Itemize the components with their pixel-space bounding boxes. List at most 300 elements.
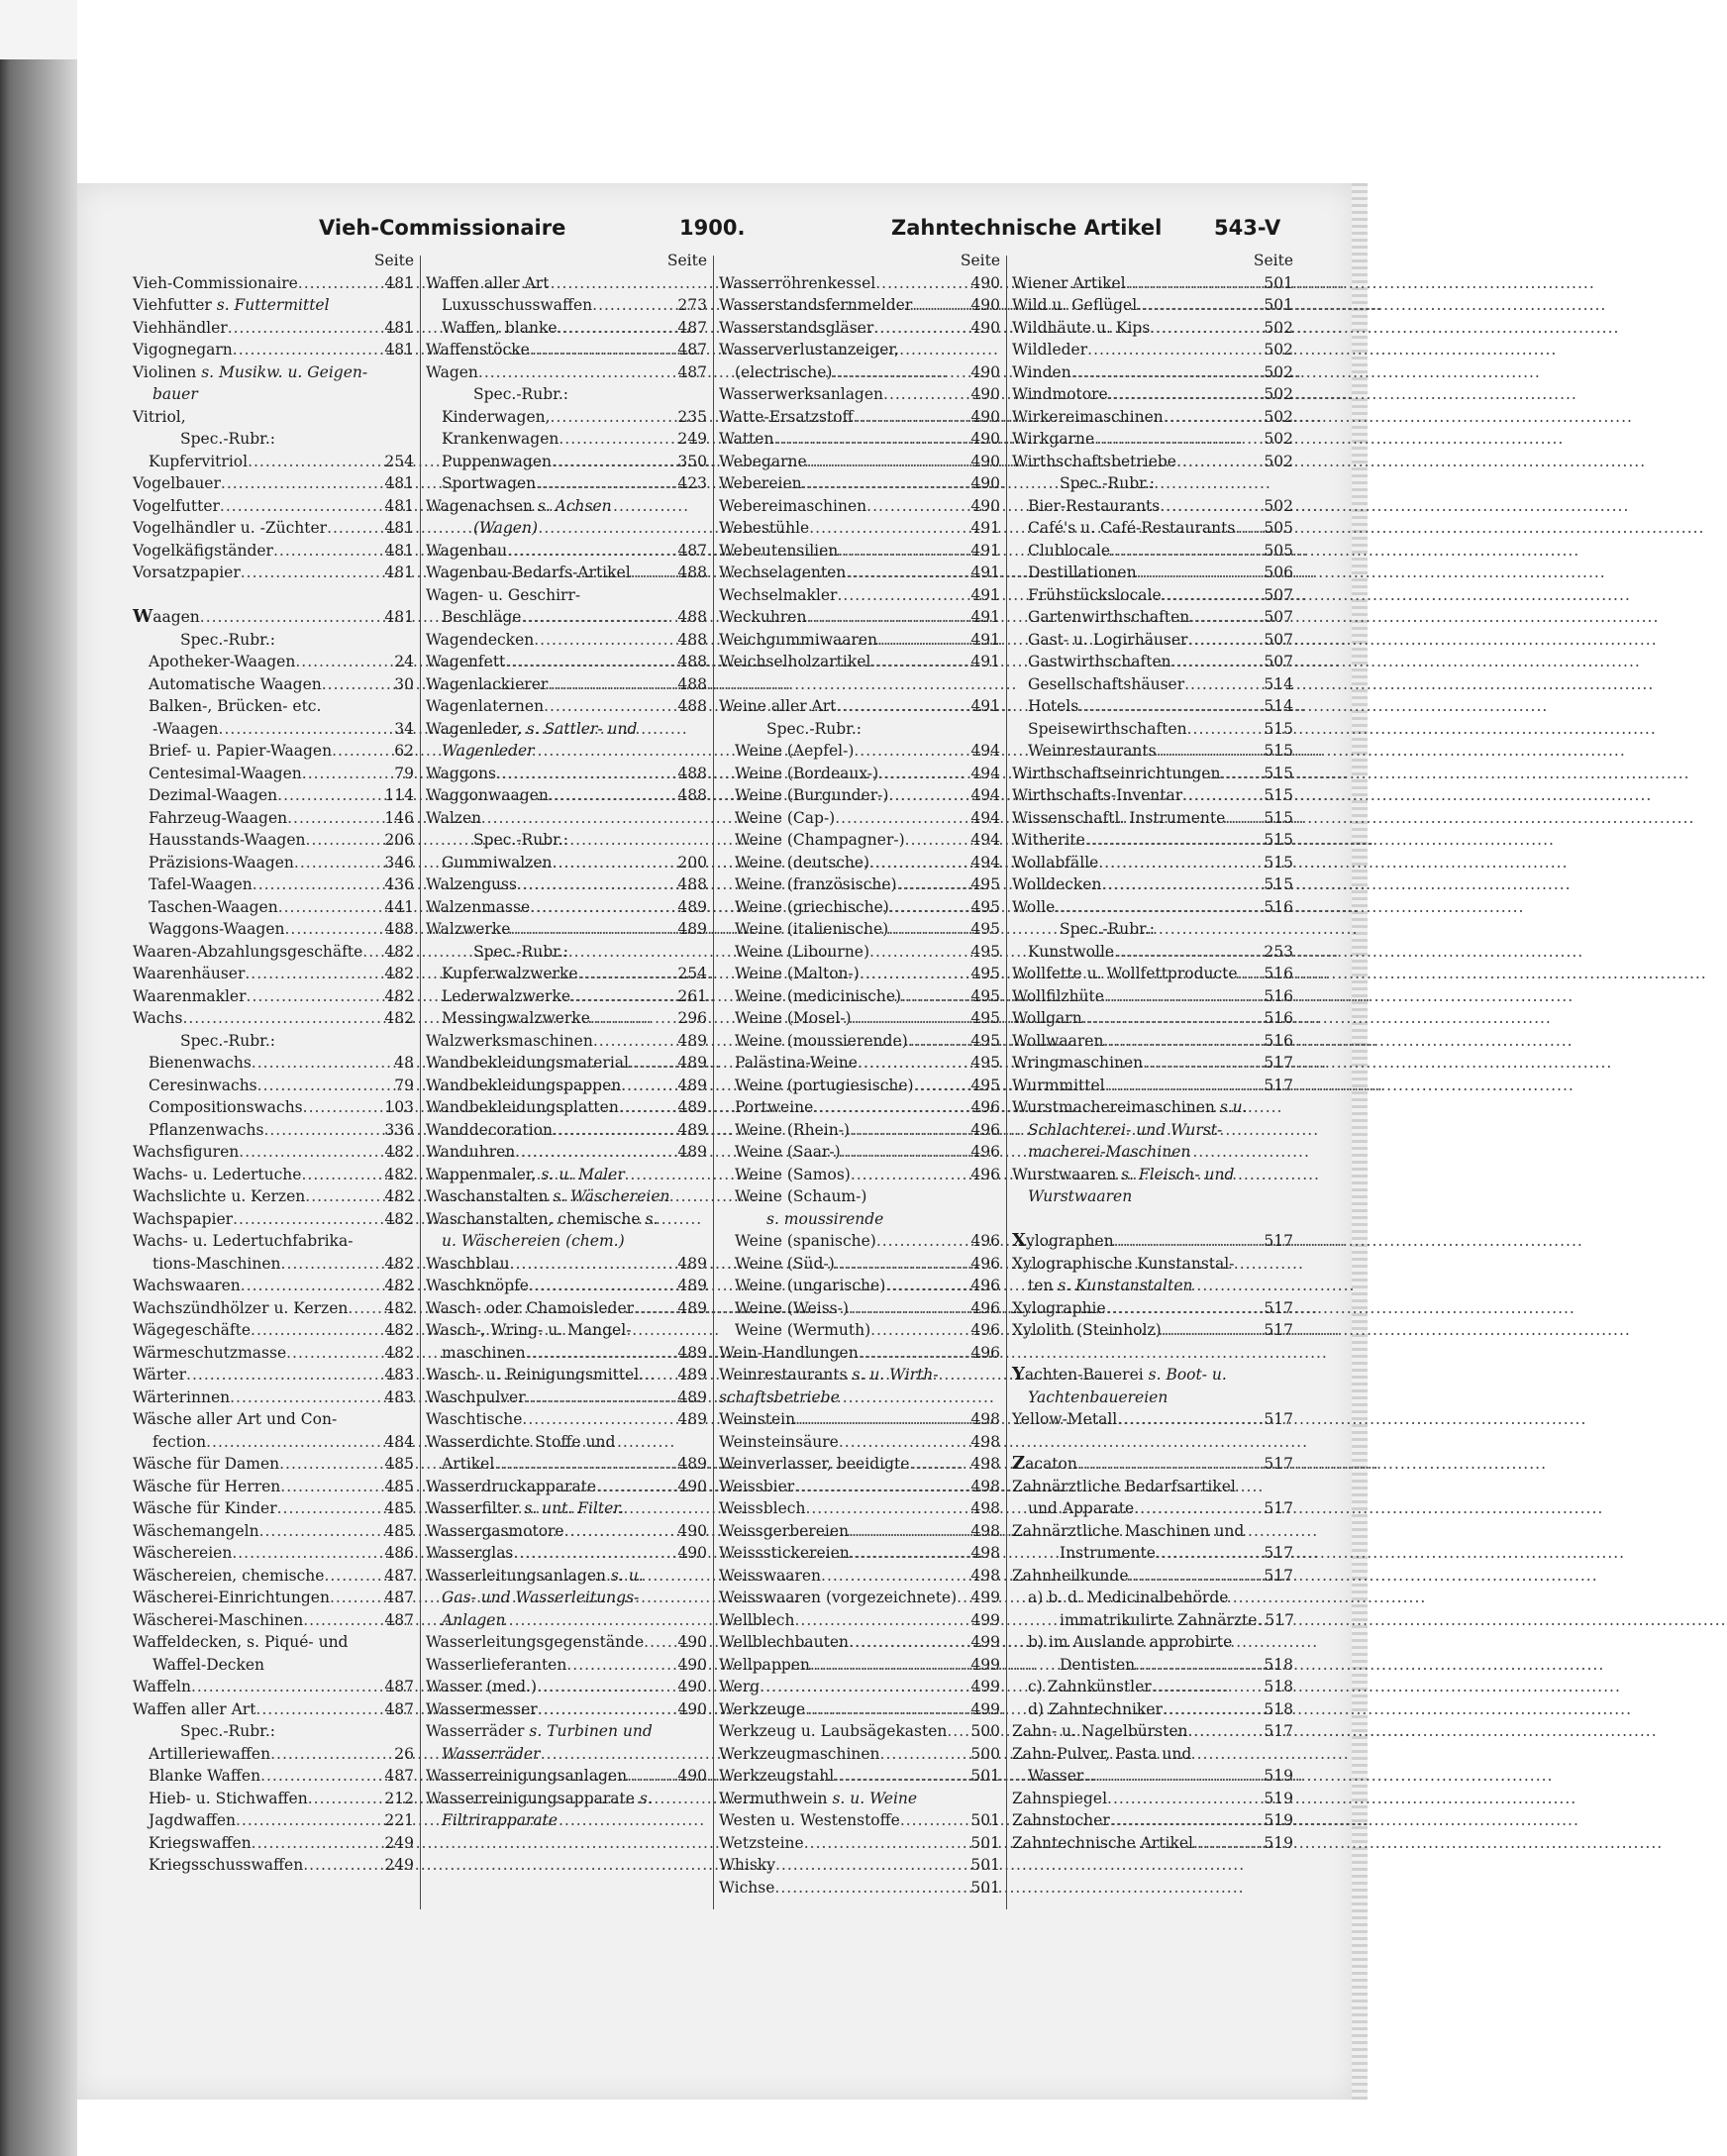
- entry-label: [426, 339, 530, 361]
- index-entry: [133, 896, 414, 919]
- index-entry: [1012, 428, 1293, 451]
- leader-dots: [537, 1676, 675, 1698]
- index-entry: [426, 1565, 707, 1588]
- leader-dots: [247, 985, 383, 1008]
- index-entry: [426, 495, 707, 518]
- leader-dots: [838, 540, 968, 563]
- entry-label: [426, 361, 478, 384]
- entry-label: [719, 629, 877, 652]
- entry-label: [426, 1520, 564, 1543]
- entry-label: [149, 1096, 303, 1119]
- page-number: 485: [384, 1521, 414, 1540]
- entry-text: Wasserfilter: [426, 1499, 525, 1517]
- leader-dots: [277, 1497, 383, 1520]
- page-number: 490: [677, 1699, 707, 1718]
- index-entry: [1012, 1052, 1293, 1075]
- entry-text: c) Zahnkünstler: [1028, 1678, 1152, 1695]
- entry-label: [719, 1497, 805, 1520]
- entry-label: [442, 294, 592, 317]
- page-number: 494: [970, 808, 1000, 827]
- entry-text: Spec.-Rubr.:: [180, 630, 275, 649]
- leader-dots: [1098, 852, 1262, 874]
- index-entry: [719, 963, 1000, 985]
- entry-label: [426, 1497, 624, 1520]
- entry-text: ten: [1028, 1277, 1059, 1294]
- cross-reference: Schlachterei- und Wurst-: [1028, 1120, 1223, 1139]
- entry-text: Yellow-Metall: [1012, 1410, 1118, 1428]
- entry-label: [1012, 1788, 1107, 1810]
- page-number: 490: [970, 318, 1000, 337]
- entry-label: [1028, 1141, 1190, 1164]
- page-number: 490: [970, 430, 1000, 448]
- page-number: 496: [970, 1143, 1000, 1161]
- leader-dots: [270, 1743, 386, 1766]
- leader-dots: [1126, 272, 1263, 295]
- entry-label: [426, 1275, 529, 1297]
- entry-label: [133, 495, 220, 518]
- index-entry: [1012, 1297, 1293, 1320]
- index-entry: [133, 1743, 414, 1766]
- entry-label: [735, 1119, 850, 1142]
- entry-label: [1012, 294, 1137, 317]
- entry-text: Wärter: [133, 1366, 187, 1384]
- entry-text: Wanddecoration: [426, 1120, 553, 1139]
- index-entry: [426, 695, 707, 718]
- entry-text: Wellblech: [719, 1610, 795, 1629]
- page-number: 501: [970, 1811, 1000, 1829]
- entry-label: [426, 1476, 596, 1498]
- index-entry: [133, 740, 414, 763]
- entry-text: Weine (Burgunder-): [735, 786, 889, 804]
- page-number: 200: [677, 853, 707, 872]
- page-number: 515: [1264, 831, 1293, 849]
- page-number: 485: [384, 1477, 414, 1495]
- page-number: 491: [970, 630, 1000, 649]
- entry-text: Gastwirthschaften: [1028, 653, 1171, 670]
- page-number: 489: [677, 1387, 707, 1406]
- leader-dots: [526, 1342, 676, 1365]
- entry-label: [1028, 562, 1137, 584]
- index-entry: [719, 1275, 1000, 1297]
- entry-label: [719, 1698, 805, 1721]
- index-entry: [133, 1809, 414, 1832]
- entry-text: Clublocale: [1028, 541, 1111, 560]
- entry-label: [442, 963, 578, 985]
- page-number: 488: [677, 764, 707, 782]
- index-entry: [719, 294, 1000, 317]
- entry-text: Wagenbau-Bedarfs-Artikel: [426, 564, 631, 581]
- leader-dots: [478, 361, 676, 384]
- cross-reference: schaftsbetriebe: [719, 1387, 840, 1406]
- page-number: 495: [970, 1076, 1000, 1094]
- entry-text: Kunstwolle: [1028, 942, 1115, 961]
- index-entry: [719, 339, 1000, 361]
- leader-dots: [287, 807, 382, 830]
- entry-text: Wachswaaren: [133, 1277, 241, 1294]
- cross-reference: s. Kunstanstalten: [1058, 1277, 1193, 1294]
- page-number: 489: [677, 1277, 707, 1294]
- entry-text: Wärmeschutzmasse: [133, 1343, 287, 1362]
- page-number: 517: [1264, 1544, 1293, 1562]
- index-entry: [426, 383, 707, 406]
- entry-text: und Apparate: [1028, 1499, 1135, 1517]
- header-left-keyword: Vieh-Commissionaire: [319, 216, 566, 240]
- leader-dots: [639, 1364, 675, 1386]
- index-entry: [426, 1542, 707, 1565]
- entry-label: [426, 629, 534, 652]
- entry-label: [735, 829, 905, 852]
- entry-label: [442, 1453, 494, 1476]
- entry-text: Vieh-Commissionaire: [133, 273, 298, 292]
- leader-dots: [510, 918, 675, 941]
- page-number: 491: [970, 519, 1000, 537]
- entry-label: [133, 1141, 239, 1164]
- index-entry: [426, 651, 707, 673]
- entry-label: [719, 383, 883, 406]
- page-number: 519: [1264, 1789, 1293, 1807]
- entry-label: [442, 1230, 625, 1253]
- entry-text: Spec.-Rubr.:: [473, 831, 568, 849]
- entry-label: [1060, 1609, 1257, 1632]
- index-entry: [133, 852, 414, 874]
- leader-dots: [1110, 1809, 1263, 1832]
- leader-dots: [834, 1765, 968, 1788]
- cross-reference: s. u.: [610, 1566, 644, 1585]
- entry-text: Weisswaaren: [719, 1566, 822, 1585]
- page-number: 495: [970, 1009, 1000, 1027]
- entry-text: Watten: [719, 430, 774, 448]
- page-number: 518: [1264, 1655, 1293, 1674]
- leader-dots: [590, 1007, 676, 1030]
- index-entry: [426, 428, 707, 451]
- index-entry: [133, 829, 414, 852]
- entry-label: [1012, 317, 1150, 340]
- index-entry: [1012, 985, 1293, 1008]
- index-entry: [133, 1007, 414, 1030]
- entry-text: Waffen aller Art: [426, 273, 550, 292]
- entry-text: Gast- u. Logirhäuser: [1028, 630, 1188, 649]
- entry-text: Kriegsschusswaffen: [149, 1856, 304, 1874]
- leader-dots: [1077, 1453, 1263, 1476]
- index-entry: [426, 1253, 707, 1276]
- leader-dots: [846, 562, 968, 584]
- entry-label: [442, 406, 551, 429]
- index-entry: [426, 540, 707, 563]
- entry-text: Wasser: [1028, 1767, 1084, 1785]
- index-entry: [1012, 807, 1293, 830]
- entry-label: [719, 584, 837, 607]
- leader-dots: [1129, 1565, 1263, 1588]
- page-number: 495: [970, 897, 1000, 916]
- leader-dots: [1108, 383, 1263, 406]
- page-number: 481: [384, 519, 414, 537]
- index-entry: [133, 1319, 414, 1342]
- cross-reference: s. Musikw. u. Geigen-: [201, 362, 368, 381]
- cross-reference: s. u. Maler: [541, 1165, 625, 1183]
- page-number: 517: [1264, 1298, 1293, 1317]
- index-entry: [426, 606, 707, 629]
- index-column-2: [426, 250, 707, 1832]
- entry-label: [133, 517, 327, 540]
- page-number: 482: [384, 1343, 414, 1362]
- entry-text: Weinstein: [719, 1410, 796, 1428]
- leader-dots: [228, 317, 383, 340]
- entry-text: Wollabfälle: [1012, 853, 1099, 872]
- leader-dots: [1134, 1497, 1262, 1520]
- entry-text: Wild u. Geflügel: [1012, 296, 1138, 314]
- cross-reference: bauer: [152, 385, 198, 403]
- leader-dots: [809, 517, 968, 540]
- page-number: 498: [970, 1499, 1000, 1517]
- index-entry: [719, 1676, 1000, 1698]
- entry-label: [133, 1609, 303, 1632]
- page-number: 498: [970, 1477, 1000, 1495]
- leader-dots: [252, 1052, 386, 1075]
- entry-text: Vogelhändler u. -Züchter: [133, 519, 328, 537]
- page-number: 489: [677, 1410, 707, 1428]
- page-number: 502: [1264, 318, 1293, 337]
- leader-dots: [1182, 784, 1262, 807]
- entry-label: [473, 383, 568, 406]
- entry-text: Webereien: [719, 474, 802, 492]
- page-number: 496: [970, 1232, 1000, 1250]
- page-number: 490: [677, 1544, 707, 1562]
- entry-text: Wasch- u. Reinigungsmittel: [426, 1366, 640, 1384]
- section-initial: Z: [1012, 1453, 1026, 1474]
- entry-label: [133, 1342, 286, 1365]
- entry-text: Instrumente: [1060, 1544, 1156, 1562]
- entry-label: [1012, 1408, 1117, 1431]
- entry-label: [1012, 1297, 1106, 1320]
- entry-text: Zahnärztliche Maschinen und: [1012, 1521, 1245, 1540]
- entry-text: Walzwerksmaschinen: [426, 1031, 593, 1050]
- entry-text: Spec.-Rubr.:: [180, 1031, 275, 1050]
- page-number: 249: [384, 1856, 414, 1874]
- leader-dots: [876, 1230, 969, 1253]
- entry-label: [1028, 1386, 1168, 1409]
- entry-label: [442, 1587, 639, 1609]
- index-entry: [719, 651, 1000, 673]
- index-entry: [133, 495, 414, 518]
- entry-text: Wagenlackierer: [426, 674, 549, 693]
- entry-text: Wagenbau: [426, 541, 508, 560]
- entry-label: [426, 1253, 510, 1276]
- seite-label: Seite: [1253, 252, 1293, 269]
- leader-dots: [186, 1364, 382, 1386]
- page-number: 501: [1264, 273, 1293, 292]
- leader-dots: [1114, 941, 1262, 964]
- entry-text: Weinrestaurants: [719, 1366, 853, 1384]
- page-number: 249: [384, 1833, 414, 1852]
- page-number: 235: [677, 407, 707, 426]
- page-number: 515: [1264, 719, 1293, 738]
- leader-dots: [1101, 873, 1262, 896]
- index-entry: [133, 1275, 414, 1297]
- entry-label: [1012, 1052, 1143, 1075]
- index-entry: [1012, 673, 1293, 696]
- entry-label: [1028, 1275, 1193, 1297]
- leader-dots: [306, 829, 383, 852]
- page-number: 496: [970, 1343, 1000, 1362]
- entry-text: Präzisions-Waagen: [149, 853, 294, 872]
- leader-dots: [278, 896, 383, 919]
- cross-reference: Wasserräder: [442, 1744, 541, 1763]
- section-gap: [133, 584, 414, 607]
- entry-label: [719, 1565, 821, 1588]
- entry-text: Wein-Handlungen: [719, 1343, 859, 1362]
- entry-label: [473, 941, 568, 964]
- entry-label: [133, 1676, 191, 1698]
- leader-dots: [1107, 1788, 1262, 1810]
- index-entry: [133, 517, 414, 540]
- index-entry: [426, 317, 707, 340]
- entry-text: Xylographie: [1012, 1298, 1106, 1317]
- entry-label: [719, 1631, 849, 1654]
- cross-reference: (Wagen): [473, 519, 538, 537]
- entry-label: [1012, 1743, 1191, 1766]
- leader-dots: [362, 941, 382, 964]
- index-entry: [1012, 740, 1293, 763]
- index-entry: [719, 1788, 1000, 1810]
- leader-dots: [332, 740, 386, 763]
- entry-text: Viehhändler: [133, 318, 228, 337]
- index-entry: [426, 963, 707, 985]
- index-entry: [426, 1075, 707, 1097]
- index-entry: [1012, 317, 1293, 340]
- leader-dots: [233, 1208, 382, 1231]
- leader-dots: [564, 1520, 676, 1543]
- page-number: 491: [970, 564, 1000, 581]
- page-number: 494: [970, 853, 1000, 872]
- page-number: 30: [394, 674, 414, 693]
- leader-dots: [1220, 763, 1262, 785]
- entry-text: Windmotore: [1012, 385, 1108, 403]
- entry-text: Compositionswachs: [149, 1098, 303, 1116]
- page-number: 481: [384, 474, 414, 492]
- entry-text: Zahn-Pulver, Pasta und: [1012, 1744, 1192, 1763]
- index-entry: [426, 1654, 707, 1677]
- entry-label: [133, 1497, 277, 1520]
- entry-text: Wirthschaftseinrichtungen: [1012, 764, 1221, 782]
- index-entry: [719, 1342, 1000, 1365]
- cross-reference: Gas- und Wasserleitungs-: [442, 1589, 640, 1606]
- page-number: 487: [384, 1589, 414, 1606]
- entry-label: [442, 428, 559, 451]
- index-entry: [1012, 495, 1293, 518]
- entry-label: [133, 941, 362, 964]
- entry-label: [149, 651, 295, 673]
- leader-dots: [253, 873, 383, 896]
- entry-text: Automatische Waagen: [149, 674, 322, 693]
- entry-text: Zahn- u. Nagelbürsten: [1012, 1722, 1188, 1740]
- entry-label: [1012, 406, 1164, 429]
- section-gap: [1012, 1208, 1293, 1231]
- index-entry: [133, 472, 414, 495]
- entry-text: Werkzeuge: [719, 1699, 806, 1718]
- leader-dots: [252, 1832, 383, 1855]
- index-entry: [719, 1431, 1000, 1454]
- index-entry: [426, 1141, 707, 1164]
- index-entry: [719, 1164, 1000, 1186]
- entry-text: Wäsche für Damen: [133, 1455, 280, 1473]
- entry-label: [426, 1542, 513, 1565]
- index-entry: [133, 1075, 414, 1097]
- page-number: 507: [1264, 630, 1293, 649]
- section-initial: Y: [1012, 1364, 1025, 1385]
- index-entry: [1012, 1788, 1293, 1810]
- entry-text: Wagen- u. Geschirr-: [426, 585, 581, 604]
- index-entry: [426, 1297, 707, 1320]
- index-entry: [426, 1208, 707, 1231]
- leader-dots: [1225, 807, 1262, 830]
- entry-text: Wagendecken: [426, 630, 535, 649]
- entry-text: ylographen: [1025, 1232, 1114, 1250]
- page-number: 488: [677, 608, 707, 626]
- entry-label: [735, 763, 878, 785]
- page-number: 484: [384, 1432, 414, 1451]
- index-entry: [719, 1185, 1000, 1208]
- entry-text: Beschläge: [442, 608, 522, 626]
- entry-label: [719, 1854, 775, 1877]
- entry-label: [133, 1542, 232, 1565]
- cross-reference: u. Wäschereien (chem.): [442, 1232, 625, 1250]
- entry-text: aagen: [152, 608, 200, 626]
- index-entry: [133, 918, 414, 941]
- cross-reference: s.: [639, 1789, 653, 1807]
- index-entry: [133, 1119, 414, 1142]
- index-entry: [426, 1743, 707, 1766]
- leader-dots: [538, 1698, 676, 1721]
- entry-text: Wachs- u. Ledertuche: [133, 1165, 302, 1183]
- leader-dots: [1137, 562, 1263, 584]
- entry-text: Weichgummiwaaren: [719, 630, 878, 649]
- page-number: 502: [1264, 496, 1293, 515]
- leader-dots: [494, 1453, 675, 1476]
- leader-dots: [327, 517, 382, 540]
- page-number: 487: [677, 341, 707, 359]
- index-entry: [1012, 1030, 1293, 1053]
- index-entry: [426, 1052, 707, 1075]
- entry-text: Werkzeug u. Laubsägekasten: [719, 1722, 948, 1740]
- leader-dots: [621, 1075, 675, 1097]
- entry-text: Waffenstöcke: [426, 341, 530, 359]
- index-entry: [1012, 1654, 1293, 1677]
- entry-label: [719, 428, 773, 451]
- index-entry: [1012, 1720, 1293, 1743]
- index-entry: [426, 1587, 707, 1609]
- entry-text: Wringmaschinen: [1012, 1054, 1144, 1072]
- page-number: 254: [677, 965, 707, 982]
- page-number: 500: [970, 1722, 1000, 1740]
- cross-reference: s. Sattler- und: [526, 719, 638, 738]
- index-entry: [426, 829, 707, 852]
- page-number: 502: [1264, 362, 1293, 381]
- leader-dots: [558, 317, 676, 340]
- entry-text: Waschanstalten, chemische: [426, 1209, 646, 1228]
- entry-label: [426, 1185, 669, 1208]
- entry-label: [719, 1476, 794, 1498]
- entry-label: [426, 1565, 644, 1588]
- leader-dots: [548, 673, 675, 696]
- entry-label: [133, 406, 186, 429]
- page-number: 496: [970, 1254, 1000, 1273]
- entry-text: Wolldecken: [1012, 875, 1102, 893]
- leader-dots: [870, 651, 968, 673]
- leader-dots: [897, 873, 969, 896]
- page-number: 519: [1264, 1833, 1293, 1852]
- page-number: 517: [1264, 1410, 1293, 1428]
- entry-text: Speisewirthschaften: [1028, 719, 1187, 738]
